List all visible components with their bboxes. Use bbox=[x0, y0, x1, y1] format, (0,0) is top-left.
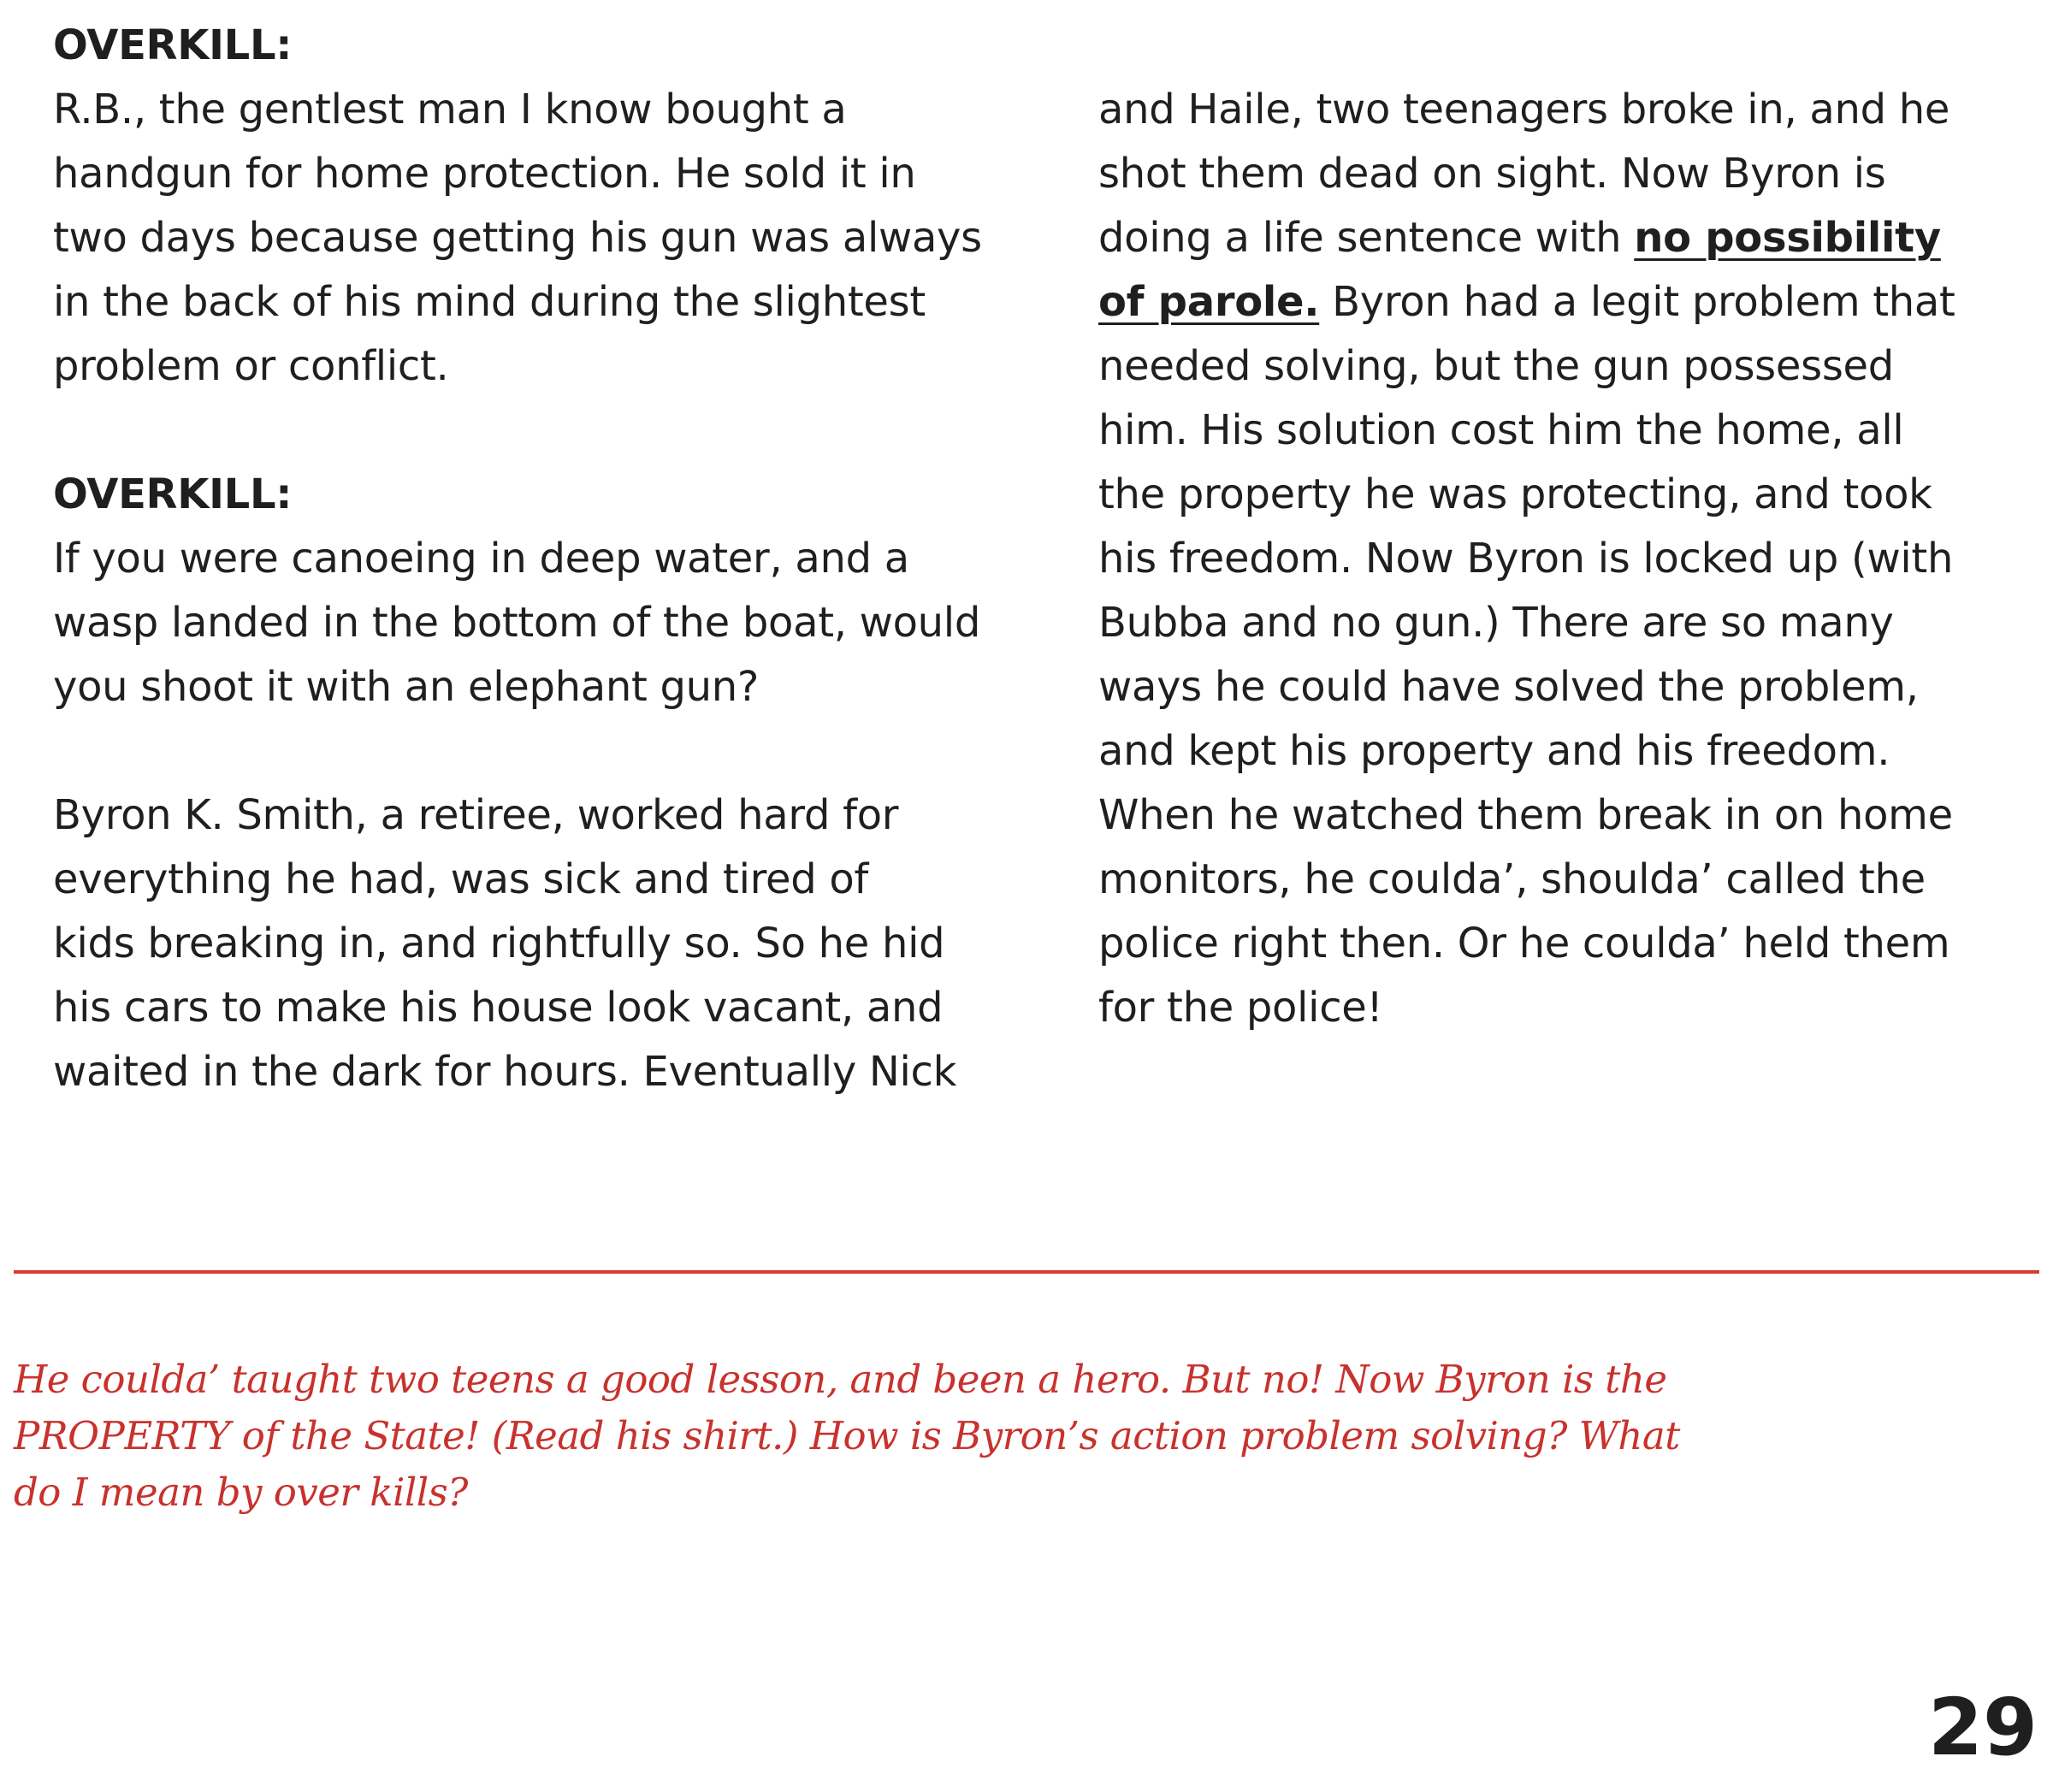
text-line: needed solving, but the gun possessed bbox=[1098, 342, 1894, 390]
text-line: in the back of his mind during the slightest bbox=[53, 278, 926, 326]
paragraph-spacer bbox=[53, 399, 1054, 463]
text-line: you shoot it with an elephant gun? bbox=[53, 663, 760, 711]
text-line: shot them dead on sight. Now Byron is bbox=[1098, 150, 1886, 198]
text-line: problem or conflict. bbox=[53, 342, 449, 390]
text-line: ways he could have solved the problem, bbox=[1098, 663, 1919, 711]
text-line: him. His solution cost him the home, all bbox=[1098, 406, 1904, 454]
page-number: 29 bbox=[1927, 1682, 2038, 1773]
text-line: police right then. Or he coulda’ held them bbox=[1098, 920, 1950, 967]
paragraph-canoe-wasp bbox=[53, 527, 1054, 719]
text-line: and Haile, two teenagers broke in, and he bbox=[1098, 86, 1950, 133]
paragraph-rb-handgun bbox=[53, 78, 1054, 399]
text-line: waited in the dark for hours. Eventually Nick bbox=[53, 1048, 957, 1096]
text-line: and kept his property and his freedom. bbox=[1098, 727, 1890, 775]
text-line: handgun for home protection. He sold it in bbox=[53, 150, 916, 198]
text-line: When he watched them break in on home bbox=[1098, 791, 1953, 839]
text-line: If you were canoeing in deep water, and a bbox=[53, 535, 909, 583]
text-line: wasp landed in the bottom of the boat, would bbox=[53, 599, 981, 647]
section-heading-overkill-1: OVERKILL: bbox=[53, 21, 293, 69]
text-line: two days because getting his gun was always bbox=[53, 214, 982, 262]
text-line: the property he was protecting, and took bbox=[1098, 470, 1932, 518]
text-line: monitors, he coulda’, shoulda’ called the bbox=[1098, 855, 1926, 903]
emphasis-no-possibility-of-parole: no possibility bbox=[1634, 214, 1941, 262]
text-line-with-emphasis bbox=[1098, 270, 2039, 334]
text-line: R.B., the gentlest man I know bought a bbox=[53, 86, 847, 133]
text-line: for the police! bbox=[1098, 984, 1383, 1032]
section-heading-overkill-2: OVERKILL: bbox=[53, 470, 293, 518]
caption-line: PROPERTY of the State! (Read his shirt.) How is Byron’s action problem solving? What bbox=[14, 1413, 1680, 1458]
emphasis-of-parole: of parole. bbox=[1098, 278, 1320, 326]
caption-line: He coulda’ taught two teens a good lesson, and been a hero. But no! Now Byron is the bbox=[14, 1357, 1667, 1402]
text-fragment: doing a life sentence with bbox=[1098, 214, 1635, 262]
paragraph-spacer bbox=[53, 719, 1054, 784]
text-line: Byron K. Smith, a retiree, worked hard for bbox=[53, 791, 899, 839]
text-line: everything he had, was sick and tired of bbox=[53, 855, 869, 903]
text-line-with-emphasis bbox=[1098, 206, 2039, 270]
right-column bbox=[1098, 78, 2039, 1040]
text-fragment: Byron had a legit problem that bbox=[1319, 278, 1955, 326]
text-line: kids breaking in, and rightfully so. So he hid bbox=[53, 920, 945, 967]
paragraph-byron-smith bbox=[53, 784, 1054, 1104]
caption-question bbox=[14, 1351, 1725, 1521]
left-column bbox=[53, 14, 1054, 1104]
text-line: Bubba and no gun.) There are so many bbox=[1098, 599, 1894, 647]
red-divider-rule bbox=[14, 1270, 2039, 1274]
text-line: his freedom. Now Byron is locked up (with bbox=[1098, 535, 1954, 583]
text-line: his cars to make his house look vacant, and bbox=[53, 984, 944, 1032]
caption-line: do I mean by over kills? bbox=[14, 1470, 468, 1515]
